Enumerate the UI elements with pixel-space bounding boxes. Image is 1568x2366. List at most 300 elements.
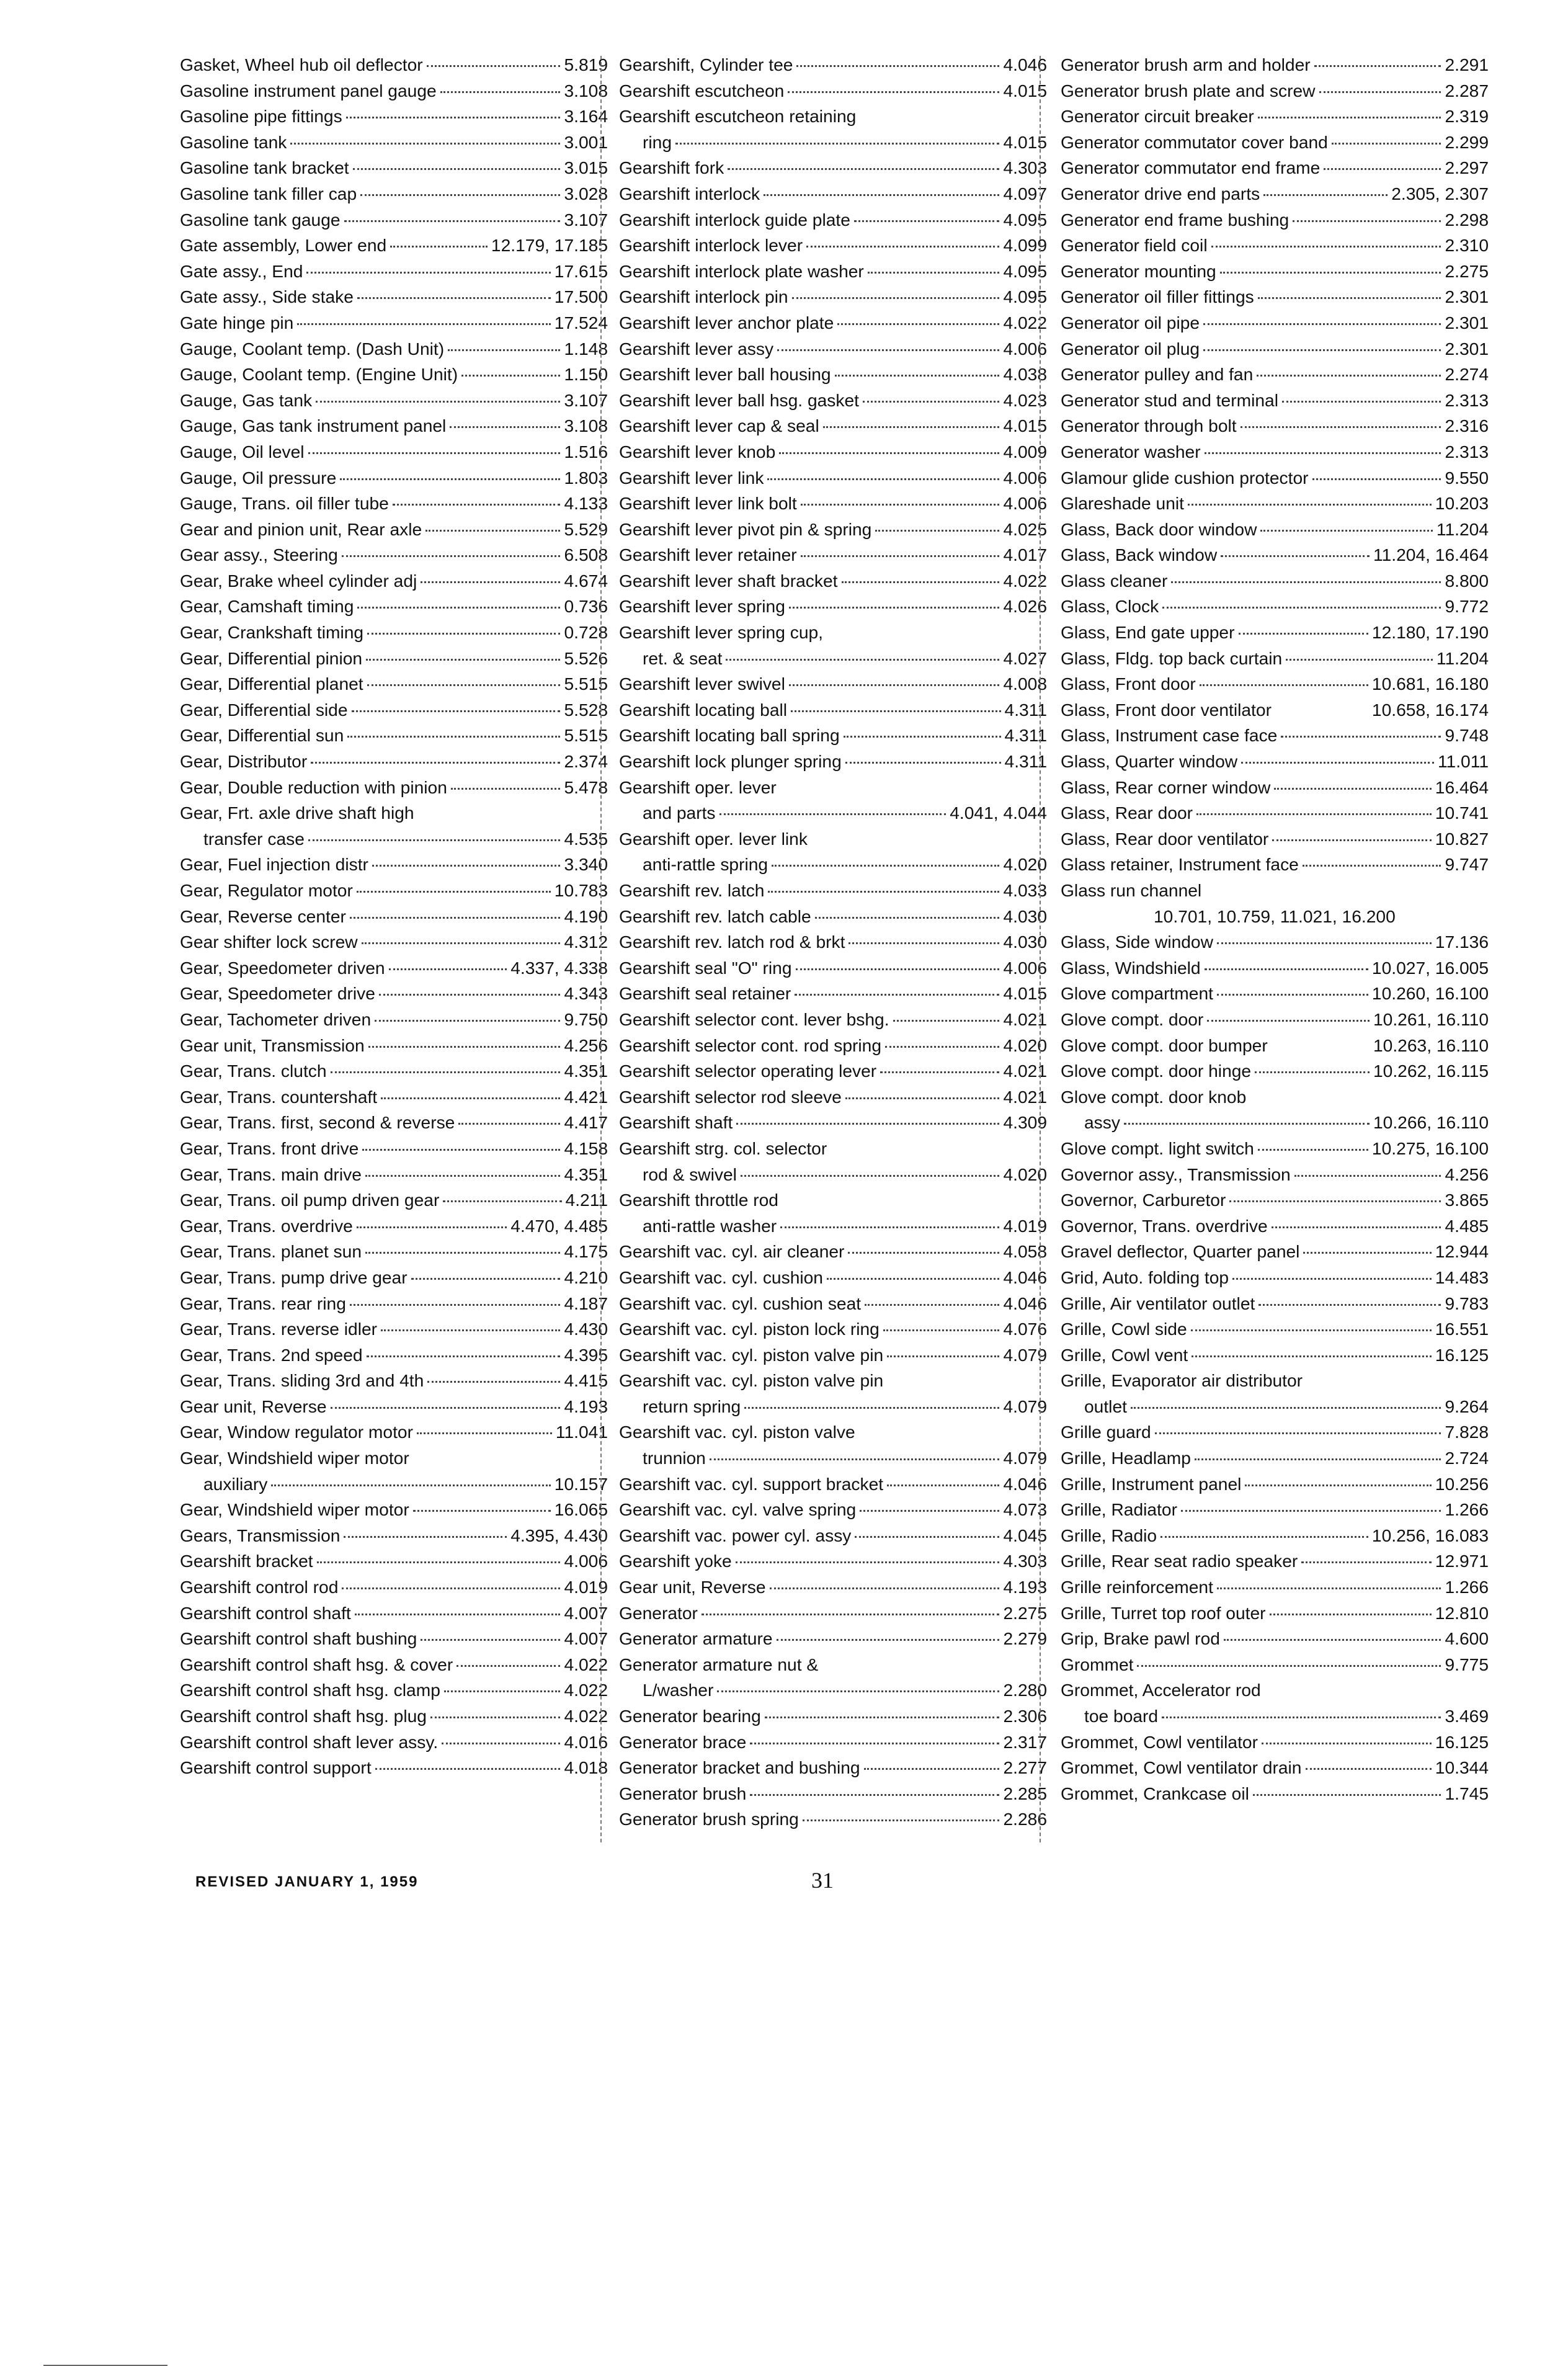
dot-leader — [770, 1587, 1000, 1589]
index-term: Grip, Brake pawl rod — [1061, 1628, 1220, 1649]
index-term: Glass, Quarter window — [1061, 751, 1238, 772]
index-term: Gearshift lever ball hsg. gasket — [619, 390, 859, 410]
index-entry — [180, 1730, 608, 1756]
dot-leader — [1224, 1639, 1441, 1641]
index-term: Gear, Brake wheel cylinder adj — [180, 570, 417, 591]
index-entry — [619, 1548, 1047, 1574]
page-reference: 2.279 — [1003, 1628, 1047, 1649]
dot-leader — [801, 555, 1000, 557]
index-entry — [180, 310, 608, 336]
index-term: Gear, Speedometer driven — [180, 957, 385, 978]
index-term: Gearshift lever retainer — [619, 545, 797, 565]
index-entry — [180, 78, 608, 104]
index-entry — [619, 362, 1047, 388]
page-reference: 4.312 — [564, 932, 608, 952]
index-term: auxiliary — [203, 1473, 268, 1494]
dot-leader — [451, 788, 561, 790]
dot-leader — [1211, 246, 1441, 248]
index-entry — [619, 981, 1047, 1007]
index-term: Gearshift selector operating lever — [619, 1061, 877, 1081]
dot-leader — [741, 1175, 1000, 1177]
index-term: Gearshift control shaft hsg. clamp — [180, 1680, 440, 1700]
index-entry — [619, 413, 1047, 439]
page-reference: 10.263, 16.110 — [1373, 1035, 1489, 1055]
index-term: Grid, Auto. folding top — [1061, 1267, 1229, 1287]
dot-leader — [675, 143, 999, 145]
dot-leader — [357, 297, 551, 299]
index-entry — [1061, 1548, 1489, 1574]
index-entry — [619, 1316, 1047, 1342]
index-entry — [619, 1626, 1047, 1652]
index-term: Gearshift interlock pin — [619, 287, 788, 307]
dot-leader — [792, 297, 1000, 299]
index-term: 10.701, 10.759, 11.021, 16.200 — [1154, 906, 1396, 926]
index-entry — [619, 465, 1047, 491]
index-term: Gear, Trans. oil pump driven gear — [180, 1190, 440, 1210]
index-term: Glass, Front door ventilator — [1061, 699, 1272, 720]
index-entry — [619, 1342, 1047, 1368]
page-reference: 5.819 — [564, 55, 608, 74]
index-term: Grommet — [1061, 1654, 1134, 1674]
index-entry — [619, 1084, 1047, 1110]
index-entry — [180, 1626, 608, 1652]
index-entry — [619, 852, 1047, 878]
index-entry — [619, 517, 1047, 543]
index-term: Grille, Air ventilator outlet — [1061, 1293, 1255, 1313]
index-entry — [619, 1239, 1047, 1265]
index-term: Gear, Differential sun — [180, 725, 344, 746]
index-term: Generator bearing — [619, 1706, 761, 1726]
index-entry — [619, 1806, 1047, 1833]
index-term: Gear, Window regulator motor — [180, 1422, 413, 1442]
page-reference: 4.015 — [1003, 80, 1047, 100]
index-term: Generator end frame bushing — [1061, 209, 1290, 230]
index-entry — [1061, 542, 1489, 568]
index-entry — [1061, 1187, 1489, 1213]
index-term: Gearshift oper. lever link — [619, 828, 808, 849]
index-term: Generator bracket and bushing — [619, 1757, 860, 1778]
page-reference: 4.210 — [564, 1267, 608, 1287]
page-reference: 4.018 — [564, 1757, 608, 1778]
page-reference: 4.395 — [564, 1344, 608, 1365]
index-term: Governor, Carburetor — [1061, 1190, 1226, 1210]
dot-leader — [1160, 1536, 1368, 1538]
index-entry — [180, 284, 608, 310]
index-term: Gearshift interlock lever — [619, 235, 803, 256]
dot-leader — [1272, 839, 1432, 841]
index-term: Gear, Trans. front drive — [180, 1138, 359, 1158]
dot-leader — [744, 1407, 999, 1409]
index-term: toe board — [1084, 1706, 1159, 1726]
dot-leader — [845, 1097, 1000, 1099]
page-reference: 2.299 — [1445, 132, 1489, 152]
page-reference: 5.478 — [564, 777, 608, 797]
index-term: Gasoline tank gauge — [180, 209, 341, 230]
page-reference: 9.783 — [1445, 1293, 1489, 1313]
index-term: Gearshift oper. lever — [619, 777, 777, 797]
page-reference: 2.305, 2.307 — [1391, 183, 1489, 203]
page-reference: 4.303 — [1003, 158, 1047, 178]
index-term: Gearshift selector cont. lever bshg. — [619, 1009, 889, 1029]
page-reference: 2.291 — [1445, 55, 1489, 74]
index-entry — [180, 1368, 608, 1394]
dot-leader — [854, 220, 1000, 222]
index-term: Grommet, Crankcase oil — [1061, 1783, 1249, 1803]
dot-leader — [375, 1020, 560, 1022]
page-reference: 7.828 — [1445, 1422, 1489, 1442]
dot-leader — [344, 1536, 507, 1538]
dot-leader — [1217, 1587, 1441, 1589]
dot-leader — [1241, 426, 1441, 428]
page-reference: 2.277 — [1003, 1757, 1047, 1778]
dot-leader — [883, 1329, 1000, 1331]
index-entry — [180, 259, 608, 285]
page-number: 31 — [811, 1868, 834, 1893]
index-entry — [619, 800, 1047, 826]
dot-leader — [421, 581, 560, 583]
index-term: Generator oil pipe — [1061, 312, 1200, 333]
dot-leader — [367, 1355, 561, 1357]
index-term: Gasoline pipe fittings — [180, 106, 342, 127]
page-reference: 3.015 — [564, 158, 608, 178]
page-reference: 4.303 — [1003, 1551, 1047, 1571]
dot-leader — [1229, 1200, 1441, 1202]
index-term: Gearshift lever anchor plate — [619, 312, 834, 333]
index-term: Gearshift vac. cyl. cushion seat — [619, 1293, 862, 1313]
page-reference: 4.046 — [1003, 1267, 1047, 1287]
page-reference: 4.008 — [1003, 674, 1047, 694]
index-term: Glass, End gate upper — [1061, 622, 1235, 643]
index-term: Gearshift vac. cyl. support bracket — [619, 1473, 884, 1494]
index-term: Gear, Distributor — [180, 751, 308, 772]
index-entry — [180, 646, 608, 672]
page-reference: 9.748 — [1445, 725, 1489, 746]
index-entry — [619, 78, 1047, 104]
dot-leader — [1270, 1614, 1432, 1615]
page-reference: 10.827 — [1435, 828, 1489, 849]
dot-leader — [306, 272, 550, 274]
page-reference: 4.021 — [1003, 1086, 1047, 1107]
page-reference: 4.022 — [564, 1680, 608, 1700]
page-reference: 4.187 — [564, 1293, 608, 1313]
index-term: Grille, Cowl vent — [1061, 1344, 1188, 1365]
page-reference: 4.025 — [1003, 519, 1047, 539]
dot-leader — [1272, 1226, 1441, 1228]
page-reference: 4.026 — [1003, 596, 1047, 617]
index-term: Gearshift fork — [619, 158, 724, 178]
dot-leader — [1188, 504, 1432, 506]
index-term: Gearshift strg. col. selector — [619, 1138, 827, 1158]
index-term: Generator armature — [619, 1628, 773, 1649]
dot-leader — [1294, 1175, 1441, 1177]
page-reference: 4.256 — [1445, 1164, 1489, 1184]
dot-leader — [367, 633, 560, 635]
index-term: Gearshift vac. power cyl. assy — [619, 1525, 852, 1545]
page-reference: 10.658, 16.174 — [1371, 699, 1489, 720]
dot-leader — [365, 1252, 560, 1254]
index-term: Gear unit, Reverse — [180, 1396, 327, 1416]
index-entry — [1061, 594, 1489, 620]
page-reference: 11.204 — [1436, 519, 1489, 539]
dot-leader — [362, 942, 561, 944]
index-entry — [1061, 1368, 1489, 1394]
dot-leader — [1293, 220, 1441, 222]
page-reference: 2.306 — [1003, 1706, 1047, 1726]
index-term: Generator circuit breaker — [1061, 106, 1254, 127]
page-reference: 12.810 — [1435, 1602, 1489, 1623]
page-reference: 9.264 — [1445, 1396, 1489, 1416]
index-entry — [1061, 130, 1489, 156]
index-entry — [1061, 1781, 1489, 1807]
index-entry — [180, 955, 608, 981]
dot-leader — [887, 1355, 999, 1357]
dot-leader — [893, 1020, 1000, 1022]
page-reference: 4.190 — [564, 906, 608, 926]
index-entry — [180, 1394, 608, 1420]
dot-leader — [1312, 478, 1441, 480]
page-reference: 10.783 — [554, 880, 608, 900]
index-entry — [180, 1574, 608, 1600]
index-term: Gauge, Coolant temp. (Dash Unit) — [180, 338, 445, 359]
page-reference: 10.741 — [1435, 803, 1489, 823]
dot-leader — [1195, 1458, 1441, 1460]
index-entry — [619, 310, 1047, 336]
dot-leader — [1239, 633, 1368, 635]
index-entry — [1061, 439, 1489, 465]
dot-leader — [342, 1587, 560, 1589]
index-term: Glove compt. door bumper — [1061, 1035, 1268, 1055]
index-entry — [1061, 1523, 1489, 1549]
page-reference: 3.108 — [564, 80, 608, 100]
page-reference: 16.065 — [554, 1499, 608, 1520]
page-reference: 4.007 — [564, 1602, 608, 1623]
index-term: Gearshift lever link bolt — [619, 493, 797, 514]
index-term: Gauge, Trans. oil filler tube — [180, 493, 389, 514]
index-term: Gearshift control shaft hsg. plug — [180, 1706, 427, 1726]
index-entry — [1061, 1626, 1489, 1652]
dot-leader — [1258, 297, 1441, 299]
dot-leader — [368, 1046, 561, 1048]
index-term: Gearshift lever pivot pin & spring — [619, 519, 872, 539]
page-reference: 1.150 — [564, 364, 608, 385]
page-reference: 10.344 — [1435, 1757, 1489, 1778]
index-entry — [1061, 1084, 1489, 1110]
index-term: Glass, Rear corner window — [1061, 777, 1271, 797]
index-entry — [619, 904, 1047, 930]
dot-leader — [448, 349, 560, 351]
index-term: Gear, Windshield wiper motor — [180, 1499, 409, 1520]
dot-leader — [360, 194, 560, 196]
index-entry — [619, 336, 1047, 362]
dot-leader — [1303, 865, 1441, 867]
dot-leader — [365, 1175, 560, 1177]
dot-leader — [1303, 1252, 1431, 1254]
index-term: Gearshift lever ball housing — [619, 364, 831, 385]
index-term: Generator commutator end frame — [1061, 158, 1321, 178]
page-reference: 4.535 — [564, 828, 608, 849]
page-reference: 4.600 — [1445, 1628, 1489, 1649]
dot-leader — [702, 1614, 1000, 1615]
page-reference: 17.500 — [554, 287, 608, 307]
index-term: Generator through bolt — [1061, 416, 1237, 436]
dot-leader — [728, 168, 999, 170]
page-reference: 16.125 — [1435, 1344, 1489, 1365]
dot-leader — [357, 607, 560, 609]
dot-leader — [1314, 65, 1441, 67]
index-entry — [1061, 723, 1489, 749]
dot-leader — [1181, 1510, 1441, 1512]
index-term: Gravel deflector, Quarter panel — [1061, 1241, 1300, 1262]
dot-leader — [768, 891, 999, 893]
index-term: Gasoline tank — [180, 132, 287, 152]
page-reference: 10.256, 16.083 — [1371, 1525, 1489, 1545]
page-reference: 10.157 — [554, 1473, 608, 1494]
dot-leader — [796, 65, 999, 67]
index-term: Generator brush spring — [619, 1809, 799, 1829]
page-reference: 10.256 — [1435, 1473, 1489, 1494]
index-entry — [619, 1033, 1047, 1059]
index-entry — [1061, 1394, 1489, 1420]
index-entry — [1061, 207, 1489, 233]
index-entry — [180, 104, 608, 130]
page-reference: 4.058 — [1003, 1241, 1047, 1262]
page-reference: 2.317 — [1003, 1731, 1047, 1752]
index-term: Gearshift selector cont. rod spring — [619, 1035, 882, 1055]
index-entry — [180, 1471, 608, 1498]
index-entry — [1061, 1652, 1489, 1678]
dot-leader — [1255, 1071, 1370, 1073]
page-reference: 2.374 — [564, 751, 608, 772]
index-entry — [619, 1445, 1047, 1471]
index-term: Gearshift interlock — [619, 183, 760, 203]
index-term: Generator armature nut & — [619, 1654, 819, 1674]
index-entry — [1061, 233, 1489, 259]
index-entry — [619, 207, 1047, 233]
page-reference: 9.550 — [1445, 467, 1489, 488]
dot-leader — [381, 1097, 560, 1099]
index-entry — [180, 181, 608, 207]
index-entry — [1061, 388, 1489, 414]
index-term: Gauge, Gas tank instrument panel — [180, 416, 447, 436]
index-term: Gearshift interlock plate washer — [619, 261, 864, 281]
page-reference: 4.030 — [1003, 906, 1047, 926]
page-reference: 12.179, 17.185 — [491, 235, 608, 256]
dot-leader — [855, 1536, 999, 1538]
index-entry — [180, 800, 608, 826]
dot-leader — [411, 1278, 561, 1280]
dot-leader — [421, 1639, 560, 1641]
index-entry — [619, 1471, 1047, 1498]
index-entry — [180, 465, 608, 491]
dot-leader — [444, 1690, 561, 1692]
index-term: Generator oil plug — [1061, 338, 1200, 359]
index-entry — [619, 620, 1047, 646]
dot-leader — [308, 452, 561, 454]
dot-leader — [350, 1304, 561, 1306]
index-entry — [1061, 775, 1489, 801]
dot-leader — [779, 452, 999, 454]
index-term: Generator washer — [1061, 441, 1201, 462]
index-term: Grille guard — [1061, 1422, 1151, 1442]
page-reference: 2.724 — [1445, 1448, 1489, 1468]
index-entry — [1061, 1600, 1489, 1627]
dot-leader — [880, 1071, 999, 1073]
page-reference: 4.006 — [564, 1551, 608, 1571]
page-reference: 2.301 — [1445, 338, 1489, 359]
dot-leader — [1220, 272, 1441, 274]
page-reference: 4.007 — [564, 1628, 608, 1649]
index-term: Gear unit, Transmission — [180, 1035, 365, 1055]
page-reference: 2.313 — [1445, 390, 1489, 410]
dot-leader — [1207, 1020, 1370, 1022]
index-entry — [1061, 904, 1489, 930]
dot-leader — [789, 684, 1000, 686]
index-term: Gear, Camshaft timing — [180, 596, 354, 617]
dot-leader — [381, 1329, 560, 1331]
dot-leader — [352, 710, 561, 712]
index-entry — [1061, 259, 1489, 285]
page-reference: 2.297 — [1445, 158, 1489, 178]
index-term: Glove compt. door hinge — [1061, 1061, 1252, 1081]
index-term: Gear shifter lock screw — [180, 932, 358, 952]
page-reference: 4.079 — [1003, 1448, 1047, 1468]
index-entry — [180, 1419, 608, 1445]
index-term: Gasoline tank bracket — [180, 158, 349, 178]
dot-leader — [1203, 323, 1441, 325]
dot-leader — [317, 1561, 561, 1563]
page-reference: 4.046 — [1003, 1293, 1047, 1313]
dot-leader — [717, 1690, 999, 1692]
index-term: Gearshift vac. cyl. air cleaner — [619, 1241, 845, 1262]
index-term: Generator commutator cover band — [1061, 132, 1328, 152]
index-term: Gearshift control rod — [180, 1577, 339, 1597]
page-reference: 4.311 — [1004, 751, 1047, 772]
index-term: Gearshift control shaft hsg. & cover — [180, 1654, 453, 1674]
dot-leader — [1263, 194, 1388, 196]
column-divider — [600, 56, 602, 1842]
dot-leader — [772, 865, 999, 867]
index-term: Glove compt. door knob — [1061, 1086, 1247, 1107]
dot-leader — [864, 1768, 1000, 1770]
page-reference: 4.019 — [564, 1577, 608, 1597]
index-entry — [1061, 1419, 1489, 1445]
dot-leader — [1232, 1278, 1432, 1280]
page-reference: 4.309 — [1003, 1112, 1047, 1133]
page-reference: 4.421 — [564, 1086, 608, 1107]
page-reference: 0.736 — [564, 596, 608, 617]
dot-leader — [353, 168, 561, 170]
page-reference: 4.015 — [1003, 132, 1047, 152]
dot-leader — [791, 710, 1000, 712]
index-term: ret. & seat — [643, 648, 723, 668]
dot-leader — [796, 968, 1000, 970]
index-term: Gear, Double reduction with pinion — [180, 777, 447, 797]
dot-leader — [331, 1071, 561, 1073]
index-term: Gearshift lever swivel — [619, 674, 785, 694]
page-reference: 5.528 — [564, 699, 608, 720]
index-term: Gearshift lever cap & seal — [619, 416, 819, 436]
index-entry — [180, 1523, 608, 1549]
dot-leader — [795, 994, 999, 996]
index-term: Gearshift locating ball — [619, 699, 788, 720]
index-entry — [619, 826, 1047, 852]
page-reference: 9.772 — [1445, 596, 1489, 617]
index-entry — [180, 981, 608, 1007]
index-term: Glass, Instrument case face — [1061, 725, 1278, 746]
dot-leader — [390, 246, 488, 248]
index-term: Gearshift rev. latch — [619, 880, 765, 900]
index-term: Gear, Windshield wiper motor — [180, 1448, 409, 1468]
